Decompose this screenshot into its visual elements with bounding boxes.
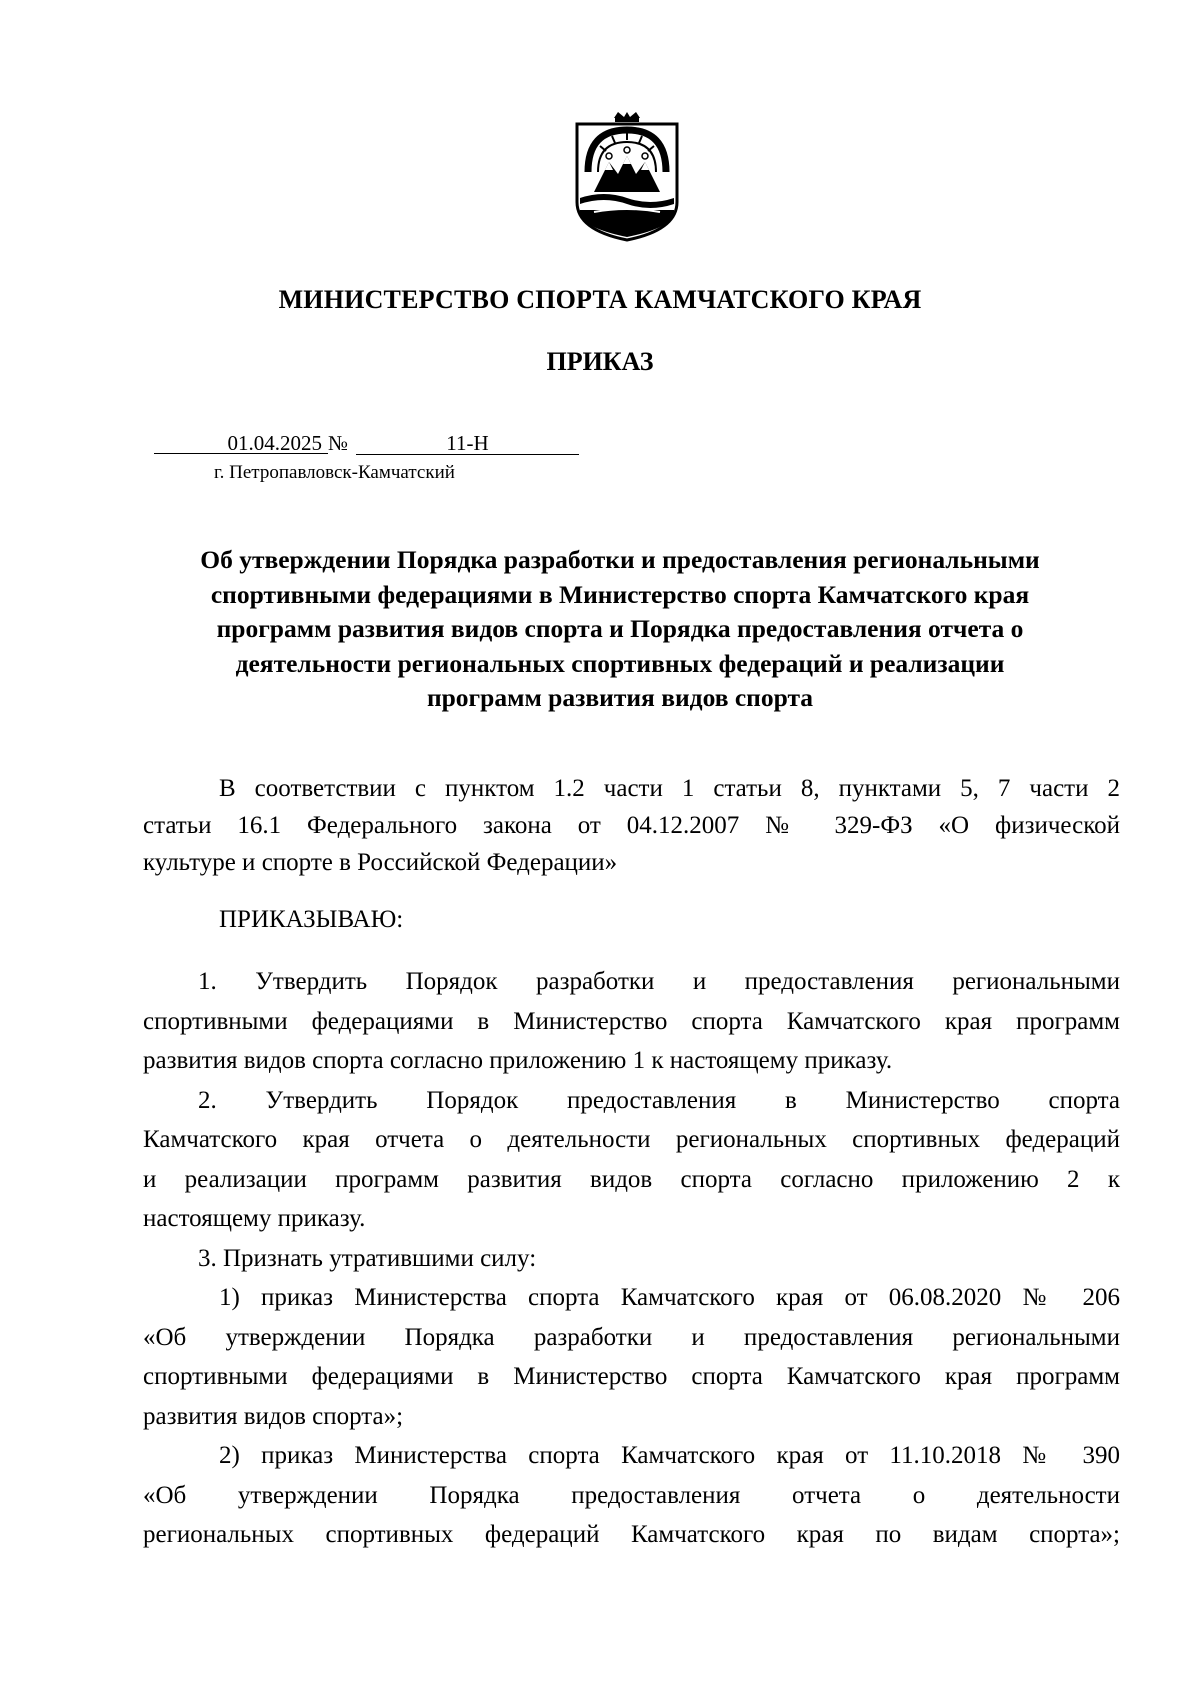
preamble-paragraph	[143, 770, 1120, 881]
kamchatka-coat-of-arms-icon	[574, 112, 680, 242]
sub2-line: 2) приказ Министерства спорта Камчатского края от 11.10.2018 № 390	[219, 1442, 1120, 1469]
subject-line: программ развития видов спорта и Порядка предоставления отчета о	[216, 614, 1024, 643]
item1-line: 1. Утвердить Порядок разработки и предоставления региональными	[198, 968, 1120, 995]
sub2-line: региональных спортивных федераций Камчатского края по видам спорта»;	[143, 1521, 1120, 1548]
sub1-line: спортивными федерациями в Министерство спорта Камчатского края программ	[143, 1363, 1120, 1390]
subject-line: программ развития видов спорта	[426, 683, 814, 712]
subject-line: спортивными федерациями в Министерство спорта Камчатского края	[210, 579, 1030, 609]
decree-word: ПРИКАЗЫВАЮ:	[219, 906, 404, 933]
number-sign: №	[328, 431, 349, 455]
item2-line: 2. Утвердить Порядок предоставления в Министерство спорта	[198, 1086, 1120, 1114]
document-date-number-line	[154, 430, 580, 456]
document-subject-heading	[140, 543, 1100, 716]
item3-line: 3. Признать утратившими силу:	[198, 1244, 537, 1272]
document-type-title: ПРИКАЗ	[546, 347, 654, 376]
preamble-line: статьи 16.1 Федерального закона от 04.12.2007 № 329-ФЗ «О физической	[143, 812, 1120, 839]
item2-line: настоящему приказу.	[143, 1205, 366, 1232]
item1-line: спортивными федерациями в Министерство спорта Камчатского края программ	[143, 1007, 1120, 1035]
sub2-line: «Об утверждении Порядка предоставления отчета о деятельности	[143, 1481, 1120, 1509]
document-city: г. Петропавловск-Камчатский	[214, 462, 455, 483]
ministry-name: МИНИСТЕРСТВО СПОРТА КАМЧАТСКОГО КРАЯ	[278, 285, 922, 314]
order-items	[143, 962, 1120, 1555]
subject-line: Об утверждении Порядка разработки и предоставления региональными	[200, 545, 1040, 574]
item1-line: развития видов спорта согласно приложению 1 к настоящему приказу.	[143, 1047, 893, 1074]
document-date: 01.04.2025	[154, 430, 328, 454]
sub1-line: 1) приказ Министерства спорта Камчатского края от 06.08.2020 № 206	[219, 1284, 1120, 1311]
item2-line: и реализации программ развития видов спорта согласно приложению 2 к	[143, 1165, 1120, 1193]
preamble-line: культуре и спорте в Российской Федерации»	[143, 849, 618, 876]
item2-line: Камчатского края отчета о деятельности региональных спортивных федераций	[143, 1126, 1120, 1153]
subject-line: деятельности региональных спортивных федераций и реализации	[235, 648, 1005, 678]
preamble-line: В соответствии с пунктом 1.2 части 1 статьи 8, пунктами 5, 7 части 2	[219, 775, 1120, 802]
document-number: 11-Н	[356, 430, 579, 455]
sub1-line: развития видов спорта»;	[143, 1402, 404, 1430]
sub1-line: «Об утверждении Порядка разработки и предоставления региональными	[143, 1323, 1120, 1351]
